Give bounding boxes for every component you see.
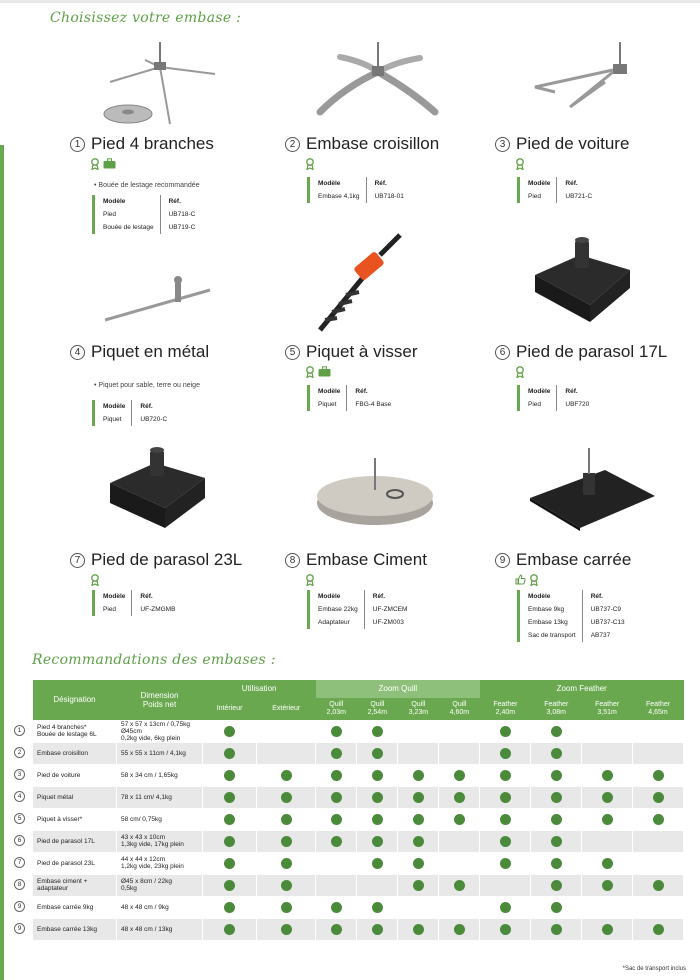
compat-cell [398, 918, 439, 940]
compatible-dot [454, 814, 465, 825]
product-number-5: 5 [285, 345, 300, 360]
row-designation: Pied de parasol 17L [33, 830, 117, 852]
compat-cell [582, 830, 633, 852]
compatible-dot [224, 924, 235, 935]
thumbs-up-icon [515, 574, 526, 585]
compatible-dot [224, 836, 235, 847]
compatible-dot [551, 792, 562, 803]
compatible-dot [551, 748, 562, 759]
compat-cell [316, 720, 357, 742]
medal-icon [529, 574, 539, 586]
compat-cell [257, 742, 316, 764]
compat-cell [439, 764, 480, 786]
compatible-dot [500, 814, 511, 825]
compat-cell [203, 764, 257, 786]
product-name-9: Embase carrée [516, 550, 632, 569]
compatible-dot [372, 748, 383, 759]
compat-cell [357, 764, 398, 786]
product-name-2: Embase croisillon [306, 134, 440, 153]
compat-cell [633, 874, 684, 896]
compat-cell [633, 720, 684, 742]
table-row [33, 896, 684, 918]
row-number: 8 [14, 879, 25, 890]
compat-cell [582, 786, 633, 808]
compatible-dot [224, 748, 235, 759]
compatible-dot [224, 902, 235, 913]
table-row [33, 808, 684, 830]
product-image-8 [285, 428, 490, 546]
compatible-dot [281, 902, 292, 913]
row-number: 9 [14, 923, 25, 934]
compatible-dot [281, 814, 292, 825]
row-dimension: Ø45 x 8cm / 22kg 0,5kg [117, 874, 203, 896]
table-row [33, 830, 684, 852]
compat-cell [398, 874, 439, 896]
product-image-3 [495, 12, 700, 130]
product-name-7: Pied de parasol 23L [91, 550, 243, 569]
compat-cell [480, 830, 531, 852]
compatible-dot [551, 902, 562, 913]
compatible-dot [372, 902, 383, 913]
compatible-dot [500, 792, 511, 803]
product-number-7: 7 [70, 553, 85, 568]
subcol-2: Quill 2,03m [316, 698, 357, 720]
compat-cell [480, 720, 531, 742]
compatible-dot [331, 792, 342, 803]
recommendation-table [32, 680, 684, 941]
product-number-9: 9 [495, 553, 510, 568]
compatible-dot [500, 858, 511, 869]
compat-cell [439, 852, 480, 874]
compat-cell [316, 852, 357, 874]
product-image-5 [285, 220, 490, 338]
product-number-6: 6 [495, 345, 510, 360]
compat-cell [480, 874, 531, 896]
compatible-dot [602, 814, 613, 825]
compat-cell [316, 808, 357, 830]
compatible-dot [331, 770, 342, 781]
product-image-9 [495, 428, 700, 546]
product-card-5[interactable] [285, 220, 490, 425]
medal-icon [90, 158, 100, 170]
compat-cell [257, 786, 316, 808]
compatible-dot [454, 770, 465, 781]
compat-cell [357, 786, 398, 808]
compatible-dot [281, 924, 292, 935]
compatible-dot [454, 924, 465, 935]
product-number-2: 2 [285, 137, 300, 152]
row-designation: Embase ciment + adaptateur [33, 874, 117, 896]
compat-cell [480, 918, 531, 940]
compat-cell [257, 808, 316, 830]
compatible-dot [281, 836, 292, 847]
group-zoom-quill: Zoom Quill [316, 680, 480, 698]
compat-cell [439, 742, 480, 764]
spec-table-4: Modèle Réf. Piquet UB720-C [92, 400, 173, 426]
medal-icon [515, 158, 525, 170]
table-row [33, 874, 684, 896]
compatible-dot [281, 858, 292, 869]
product-card-6[interactable] [495, 220, 700, 425]
compat-cell [398, 720, 439, 742]
case-icon [318, 366, 331, 377]
compat-cell [531, 896, 582, 918]
compat-cell [439, 830, 480, 852]
medal-icon [515, 366, 525, 378]
product-card-9[interactable] [495, 428, 700, 639]
compat-cell [480, 764, 531, 786]
row-dimension: 44 x 44 x 12cm 1,2kg vide, 23kg plein [117, 852, 203, 874]
spec-table-2: Modèle Réf. Embase 4,1kg UB718-01 [307, 177, 410, 203]
row-number: 9 [14, 901, 25, 912]
medal-icon [90, 574, 100, 586]
subcol-5: Quill 4,60m [439, 698, 480, 720]
compatible-dot [224, 814, 235, 825]
row-designation: Piquet à visser* [33, 808, 117, 830]
compatible-dot [413, 924, 424, 935]
compat-cell [316, 764, 357, 786]
compat-cell [633, 742, 684, 764]
table-row [33, 852, 684, 874]
compat-cell [531, 742, 582, 764]
compatible-dot [372, 924, 383, 935]
compat-cell [357, 918, 398, 940]
product-card-4[interactable] [70, 220, 275, 425]
spec-table-7: Modèle Réf. Pied UF-ZMGMB [92, 590, 181, 616]
compatible-dot [331, 836, 342, 847]
compat-cell [257, 874, 316, 896]
compat-cell [582, 874, 633, 896]
row-dimension: 57 x 57 x 13cm / 0,75kg Ø45cm 0,2kg vide, 6kg plein [117, 720, 203, 742]
compatible-dot [454, 880, 465, 891]
product-number-3: 3 [495, 137, 510, 152]
compat-cell [257, 896, 316, 918]
row-dimension: 48 x 48 cm / 13kg [117, 918, 203, 940]
compatible-dot [224, 770, 235, 781]
table-row [33, 742, 684, 764]
left-accent-bar [0, 145, 4, 980]
product-note-1: • Bouée de lestage recommandée [94, 182, 200, 189]
compatible-dot [413, 770, 424, 781]
product-card-3[interactable] [495, 12, 700, 217]
compatible-dot [413, 814, 424, 825]
compatible-dot [602, 924, 613, 935]
product-card-7[interactable] [70, 428, 275, 633]
product-name-3: Pied de voiture [516, 134, 630, 153]
product-number-1: 1 [70, 137, 85, 152]
compat-cell [357, 808, 398, 830]
col-designation: Désignation [33, 680, 117, 720]
top-divider [0, 0, 700, 3]
compat-cell [357, 830, 398, 852]
compat-cell [582, 896, 633, 918]
compat-cell [316, 742, 357, 764]
product-card-1[interactable] [70, 12, 275, 231]
compatible-dot [602, 792, 613, 803]
compat-cell [633, 896, 684, 918]
compatible-dot [551, 924, 562, 935]
compat-cell [357, 896, 398, 918]
compat-cell [203, 808, 257, 830]
row-designation: Embase carrée 9kg [33, 896, 117, 918]
compat-cell [316, 874, 357, 896]
compat-cell [531, 786, 582, 808]
compat-cell [633, 808, 684, 830]
compat-cell [257, 918, 316, 940]
compatible-dot [500, 748, 511, 759]
compatible-dot [224, 858, 235, 869]
compatible-dot [372, 726, 383, 737]
compat-cell [316, 896, 357, 918]
subcol-0: Intérieur [203, 698, 257, 720]
compat-cell [439, 896, 480, 918]
compatible-dot [331, 814, 342, 825]
product-image-7 [70, 428, 275, 546]
section-title-bases: Choisissez votre embase : [50, 10, 242, 26]
compatible-dot [551, 814, 562, 825]
compatible-dot [331, 902, 342, 913]
compat-cell [480, 852, 531, 874]
compat-cell [203, 852, 257, 874]
row-number: 5 [14, 813, 25, 824]
section-title-recommendations: Recommandations des embases : [32, 652, 276, 668]
subcol-9: Feather 4,65m [633, 698, 684, 720]
product-image-4 [70, 220, 275, 338]
product-name-4: Piquet en métal [91, 342, 210, 361]
product-image-1 [70, 12, 275, 130]
compat-cell [316, 918, 357, 940]
compat-cell [531, 808, 582, 830]
compat-cell [203, 918, 257, 940]
compatible-dot [551, 770, 562, 781]
table-row [33, 786, 684, 808]
row-dimension: 58 x 34 cm / 1,65kg [117, 764, 203, 786]
compat-cell [582, 918, 633, 940]
compat-cell [203, 786, 257, 808]
row-number: 3 [14, 769, 25, 780]
compat-cell [633, 764, 684, 786]
product-card-2[interactable] [285, 12, 490, 217]
compatible-dot [602, 858, 613, 869]
compatible-dot [551, 880, 562, 891]
row-dimension: 55 x 55 x 11cm / 4,1kg [117, 742, 203, 764]
compatible-dot [413, 858, 424, 869]
compatible-dot [500, 924, 511, 935]
compat-cell [257, 764, 316, 786]
compatible-dot [372, 836, 383, 847]
compat-cell [531, 852, 582, 874]
compatible-dot [653, 924, 664, 935]
compatible-dot [454, 792, 465, 803]
compat-cell [531, 830, 582, 852]
compat-cell [633, 918, 684, 940]
subcol-7: Feather 3,08m [531, 698, 582, 720]
compat-cell [257, 830, 316, 852]
product-card-8[interactable] [285, 428, 490, 633]
compatible-dot [372, 814, 383, 825]
table-row [33, 918, 684, 940]
product-image-6 [495, 220, 700, 338]
compat-cell [582, 720, 633, 742]
compat-cell [439, 808, 480, 830]
compat-cell [398, 786, 439, 808]
compat-cell [531, 874, 582, 896]
product-note-4: • Piquet pour sable, terre ou neige [94, 382, 200, 389]
compat-cell [398, 852, 439, 874]
compatible-dot [653, 792, 664, 803]
row-designation: Piquet métal [33, 786, 117, 808]
compat-cell [531, 918, 582, 940]
compatible-dot [224, 726, 235, 737]
row-dimension: 43 x 43 x 10cm 1,3kg vide, 17kg plein [117, 830, 203, 852]
row-designation: Pied de voiture [33, 764, 117, 786]
compatible-dot [500, 836, 511, 847]
compatible-dot [500, 770, 511, 781]
compatible-dot [653, 880, 664, 891]
row-number: 4 [14, 791, 25, 802]
compatible-dot [602, 770, 613, 781]
row-number: 2 [14, 747, 25, 758]
spec-table-3: Modèle Réf. Pied UB721-C [517, 177, 598, 203]
compat-cell [398, 742, 439, 764]
compatible-dot [372, 792, 383, 803]
compatible-dot [413, 880, 424, 891]
compatible-dot [602, 880, 613, 891]
compat-cell [633, 786, 684, 808]
spec-table-9: Modèle Réf. Embase 9kg UB737-C9 Embase 13kg UB737-C13 Sac de transport AB737 [517, 590, 631, 642]
compat-cell [257, 852, 316, 874]
compatible-dot [413, 836, 424, 847]
product-image-2 [285, 12, 490, 130]
footnote: *Sac de transport inclus [622, 966, 686, 972]
compat-cell [203, 896, 257, 918]
compatible-dot [551, 858, 562, 869]
spec-table-1: Modèle Réf. Pied UB718-C Bouée de lestage UB719-C [92, 195, 201, 234]
medal-icon [305, 366, 315, 378]
compat-cell [357, 742, 398, 764]
compat-cell [203, 830, 257, 852]
compat-cell [398, 764, 439, 786]
row-designation: Pied de parasol 23L [33, 852, 117, 874]
subcol-3: Quill 2,54m [357, 698, 398, 720]
compatible-dot [281, 880, 292, 891]
subcol-1: Extérieur [257, 698, 316, 720]
medal-icon [305, 574, 315, 586]
row-number: 1 [14, 725, 25, 736]
compat-cell [633, 852, 684, 874]
product-number-8: 8 [285, 553, 300, 568]
compatible-dot [281, 792, 292, 803]
compatible-dot [224, 792, 235, 803]
product-name-8: Embase Ciment [306, 550, 427, 569]
compat-cell [357, 720, 398, 742]
compat-cell [439, 720, 480, 742]
compatible-dot [551, 836, 562, 847]
compatible-dot [551, 726, 562, 737]
compat-cell [582, 764, 633, 786]
medal-icon [305, 158, 315, 170]
compat-cell [398, 896, 439, 918]
compat-cell [582, 852, 633, 874]
compat-cell [439, 918, 480, 940]
product-name-6: Pied de parasol 17L [516, 342, 668, 361]
compat-cell [316, 830, 357, 852]
row-number: 6 [14, 835, 25, 846]
spec-table-8: Modèle Réf. Embase 22kg UF-ZMCEM Adaptateur UF-ZM003 [307, 590, 413, 629]
compat-cell [582, 808, 633, 830]
compat-cell [357, 874, 398, 896]
product-name-1: Pied 4 branches [91, 134, 214, 153]
compatible-dot [331, 924, 342, 935]
compatible-dot [331, 748, 342, 759]
compatible-dot [372, 770, 383, 781]
spec-table-5: Modèle Réf. Piquet FBG-4 Base [307, 385, 397, 411]
compat-cell [480, 896, 531, 918]
group-utilisation: Utilisation [203, 680, 316, 698]
compat-cell [203, 720, 257, 742]
compat-cell [633, 830, 684, 852]
compat-cell [203, 742, 257, 764]
compat-cell [398, 808, 439, 830]
compatible-dot [372, 858, 383, 869]
subcol-4: Quill 3,23m [398, 698, 439, 720]
row-dimension: 58 cm/ 0,75kg [117, 808, 203, 830]
row-dimension: 48 x 48 cm / 9kg [117, 896, 203, 918]
compat-cell [439, 786, 480, 808]
compat-cell [480, 742, 531, 764]
compat-cell [357, 852, 398, 874]
compatible-dot [653, 814, 664, 825]
compat-cell [480, 786, 531, 808]
compat-cell [203, 874, 257, 896]
compatible-dot [224, 880, 235, 891]
row-number: 7 [14, 857, 25, 868]
compatible-dot [653, 770, 664, 781]
row-designation: Embase carrée 13kg [33, 918, 117, 940]
product-name-5: Piquet à visser [306, 342, 418, 361]
compat-cell [398, 830, 439, 852]
col-dimension: Dimension Poids net [117, 680, 203, 720]
compatible-dot [500, 726, 511, 737]
table-row [33, 764, 684, 786]
compat-cell [531, 764, 582, 786]
compat-cell [480, 808, 531, 830]
compatible-dot [331, 726, 342, 737]
spec-table-6: Modèle Réf. Pied UBF720 [517, 385, 595, 411]
compat-cell [531, 720, 582, 742]
row-dimension: 78 x 11 cm/ 4,1kg [117, 786, 203, 808]
product-number-4: 4 [70, 345, 85, 360]
table-row [33, 720, 684, 742]
case-icon [103, 158, 116, 169]
subcol-6: Feather 2,40m [480, 698, 531, 720]
compat-cell [257, 720, 316, 742]
compatible-dot [413, 792, 424, 803]
group-zoom-feather: Zoom Feather [480, 680, 684, 698]
compatible-dot [281, 770, 292, 781]
compat-cell [582, 742, 633, 764]
subcol-8: Feather 3,51m [582, 698, 633, 720]
compat-cell [439, 874, 480, 896]
row-designation: Pied 4 branches* Bouée de lestage 6L [33, 720, 117, 742]
row-designation: Embase croisillon [33, 742, 117, 764]
compat-cell [316, 786, 357, 808]
compatible-dot [500, 902, 511, 913]
